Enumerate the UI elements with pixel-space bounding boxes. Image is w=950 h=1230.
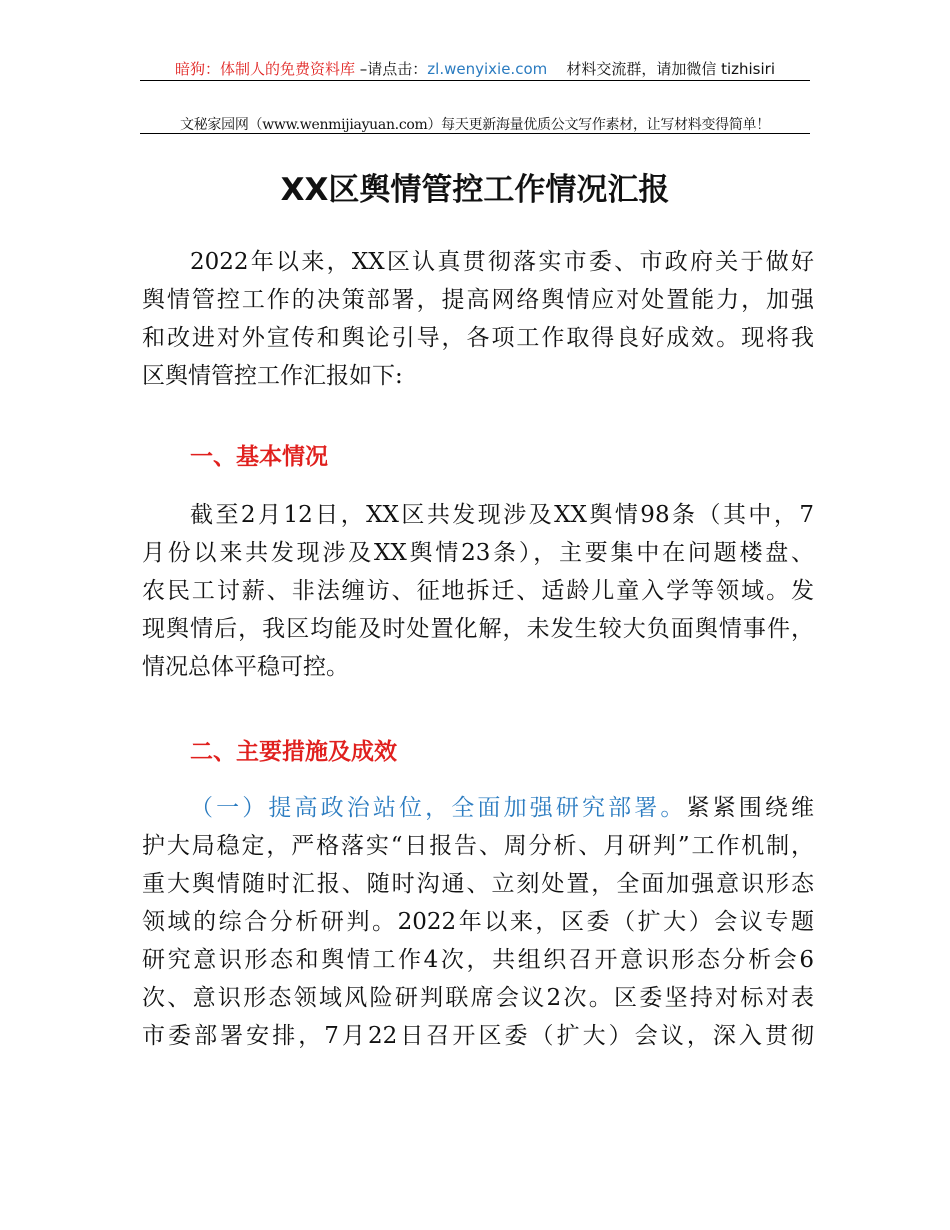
text-line: 护大局稳定，严格落实“日报告、周分析、月研判”工作机制， <box>142 833 814 859</box>
intro-paragraph <box>142 243 814 395</box>
text-line: 现舆情后，我区均能及时处置化解，未发生较大负面舆情事件， <box>142 616 814 642</box>
text-line: 区舆情管控工作汇报如下: <box>142 363 403 389</box>
section-heading-measures: 二、主要措施及成效 <box>190 739 397 765</box>
promo-text: 暗狗：体制人的免费资料库 <box>175 60 356 78</box>
text-line: 舆情管控工作的决策部署，提高网络舆情应对处置能力，加强 <box>142 287 814 313</box>
subtitle-divider <box>140 133 810 134</box>
promo-wechat: 材料交流群，请加微信 tizhisiri <box>566 60 775 78</box>
header-divider <box>140 80 810 81</box>
text-line <box>142 789 814 827</box>
text-line: 和改进对外宣传和舆论引导，各项工作取得良好成效。现将我 <box>142 325 814 351</box>
site-subtitle: 文秘家园网（www.wenmijiayuan.com）每天更新海量优质公文写作素材，让写材料变得简单！ <box>180 117 770 133</box>
text-run: 紧紧围绕维 <box>686 795 815 821</box>
document-title: XX区舆情管控工作情况汇报 <box>280 172 670 208</box>
text-line: 研究意识形态和舆情工作4次，共组织召开意识形态分析会6 <box>142 947 814 973</box>
text-line: 2022年以来，XX区认真贯彻落实市委、市政府关于做好 <box>190 249 814 275</box>
text-line: 农民工讨薪、非法缠访、征地拆迁、适龄儿童入学等领域。发 <box>142 578 814 604</box>
basic-paragraph <box>142 496 814 686</box>
subsection-lead: （一）提高政治站位，全面加强研究部署。 <box>190 795 687 821</box>
section-heading-basic: 一、基本情况 <box>190 444 328 470</box>
text-line: 情况总体平稳可控。 <box>142 654 349 680</box>
text-line: 截至2月12日，XX区共发现涉及XX舆情98条（其中，7 <box>190 502 814 528</box>
text-line: 市委部署安排，7月22日召开区委（扩大）会议，深入贯彻 <box>142 1023 814 1049</box>
text-line: 重大舆情随时汇报、随时沟通、立刻处置，全面加强意识形态 <box>142 871 814 897</box>
text-line: 次、意识形态领域风险研判联席会议2次。区委坚持对标对表 <box>142 985 814 1011</box>
text-line: 月份以来共发现涉及XX舆情23条），主要集中在问题楼盘、 <box>142 540 814 566</box>
promo-link[interactable]: zl.wenyixie.com <box>427 60 548 78</box>
promo-banner <box>140 58 810 79</box>
promo-click-text: –请点击： <box>355 60 428 78</box>
text-line: 领域的综合分析研判。2022年以来，区委（扩大）会议专题 <box>142 909 814 935</box>
measures-paragraph <box>142 789 814 1055</box>
